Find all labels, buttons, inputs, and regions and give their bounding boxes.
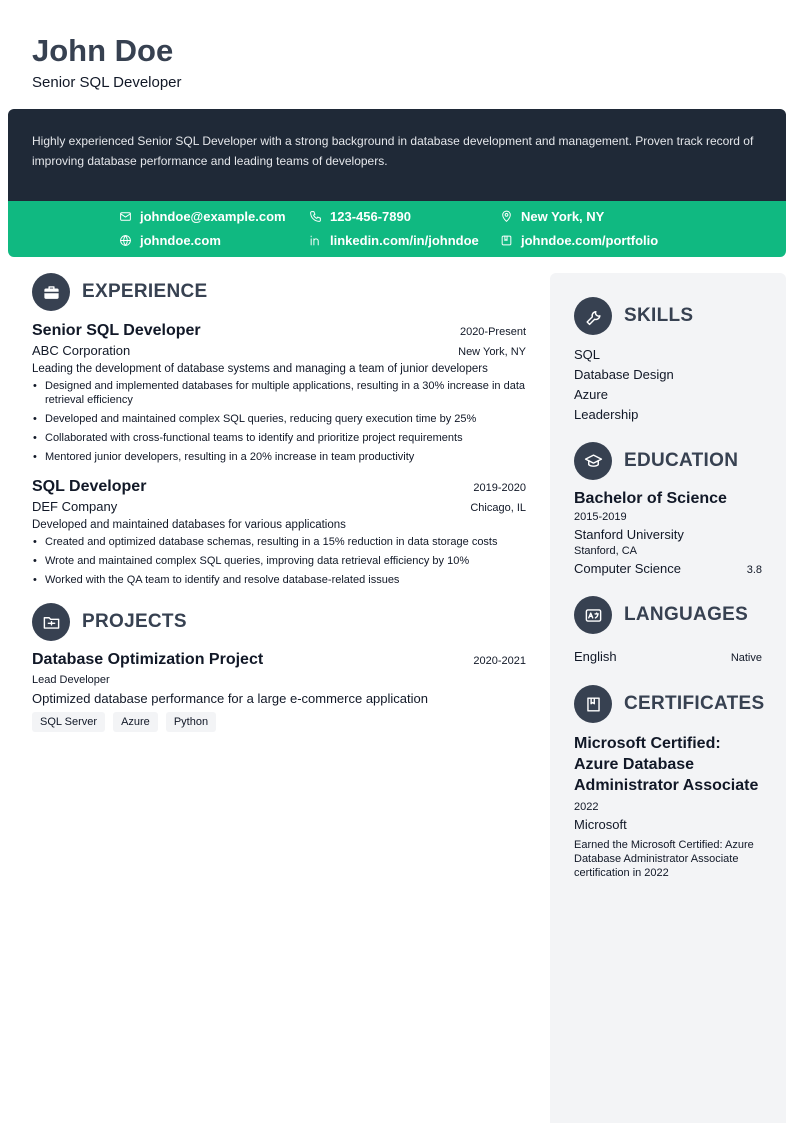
resume-header xyxy=(32,32,182,91)
project-role: Lead Developer xyxy=(32,674,110,686)
project-tags xyxy=(32,712,526,732)
skill-item: Azure xyxy=(574,387,608,402)
project-entry xyxy=(32,651,526,732)
project-tag: SQL Server xyxy=(32,712,105,732)
project-tag: Azure xyxy=(113,712,158,732)
mail-icon xyxy=(119,210,132,223)
contact-website-text: johndoe.com xyxy=(140,233,221,248)
translate-icon xyxy=(574,596,612,634)
job-bullet: • Worked with the QA team to identify and resolve database-related issues xyxy=(32,573,526,587)
language-name: English xyxy=(574,649,617,664)
graduation-cap-icon xyxy=(574,442,612,480)
briefcase-icon xyxy=(32,273,70,311)
job-bullet: • Designed and implemented databases for multiple applications, resulting in a 30% increase in data retrieval efficiency xyxy=(32,379,526,407)
job-title: Senior SQL Developer xyxy=(32,322,201,339)
education-location: Stanford, CA xyxy=(574,545,637,557)
contact-phone[interactable] xyxy=(309,209,411,224)
certificate-issuer: Microsoft xyxy=(574,817,627,832)
job-bullet: • Mentored junior developers, resulting in a 20% increase in team productivity xyxy=(32,450,526,464)
language-level: Native xyxy=(730,652,762,664)
education-school: Stanford University xyxy=(574,527,684,542)
globe-icon xyxy=(119,234,132,247)
contact-phone-text: 123-456-7890 xyxy=(330,209,411,224)
job-bullets xyxy=(32,535,526,587)
education-gpa: 3.8 xyxy=(746,564,762,576)
project-title: Database Optimization Project xyxy=(32,651,264,668)
experience-header xyxy=(32,273,526,311)
contact-location xyxy=(500,209,604,224)
education-dates: 2015-2019 xyxy=(574,511,627,523)
contact-portfolio-text: johndoe.com/portfolio xyxy=(521,233,659,248)
job-date: 2019-2020 xyxy=(473,482,526,494)
job-description: Developed and maintained databases for various applications xyxy=(32,519,346,531)
project-tag: Python xyxy=(166,712,216,732)
portfolio-icon xyxy=(500,234,513,247)
project-description: Optimized database performance for a large e-commerce application xyxy=(32,691,428,706)
contact-linkedin-text: linkedin.com/in/johndoe xyxy=(330,233,479,248)
job-title: SQL Developer xyxy=(32,478,147,495)
job-bullet: • Wrote and maintained complex SQL queries, improving data retrieval efficiency by 10% xyxy=(32,554,526,568)
job-bullet: • Collaborated with cross-functional teams to identify and prioritize project requirements xyxy=(32,431,526,445)
skill-item: Database Design xyxy=(574,367,674,382)
phone-icon xyxy=(309,210,322,223)
job-description: Leading the development of database systems and managing a team of junior developers xyxy=(32,363,488,375)
education-heading: EDUCATION xyxy=(624,450,739,471)
contact-email[interactable] xyxy=(119,209,286,224)
skills-heading: SKILLS xyxy=(624,305,694,326)
contact-linkedin[interactable] xyxy=(309,233,479,248)
job-location: Chicago, IL xyxy=(470,502,526,514)
wrench-icon xyxy=(574,297,612,335)
job-entry xyxy=(32,478,526,587)
job-date: 2020-Present xyxy=(459,326,526,338)
project-date: 2020-2021 xyxy=(473,655,526,667)
candidate-name: John Doe xyxy=(32,33,174,68)
certificate-description: Earned the Microsoft Certified: Azure Database Administrator Associate certification in 2022 xyxy=(574,839,754,879)
certificate-title: Microsoft Certified: Azure Database Administrator Associate xyxy=(574,735,759,794)
job-company: ABC Corporation xyxy=(32,343,131,358)
job-bullet: • Developed and maintained complex SQL queries, reducing query execution time by 25% xyxy=(32,412,526,426)
linkedin-icon xyxy=(309,234,322,247)
skill-item: SQL xyxy=(574,347,601,362)
folder-icon xyxy=(32,603,70,641)
contact-location-text: New York, NY xyxy=(521,209,605,224)
projects-heading: PROJECTS xyxy=(82,611,187,632)
education-field: Computer Science xyxy=(574,561,681,576)
sidebar xyxy=(550,273,786,1123)
job-company: DEF Company xyxy=(32,499,118,514)
contact-portfolio[interactable] xyxy=(500,233,658,248)
certificates-heading: CERTIFICATES xyxy=(624,693,765,714)
certificate-year: 2022 xyxy=(574,801,599,813)
candidate-title: Senior SQL Developer xyxy=(32,74,182,91)
job-location: New York, NY xyxy=(458,346,526,358)
projects-header xyxy=(32,603,526,641)
languages-heading: LANGUAGES xyxy=(624,604,749,625)
summary-text: Highly experienced Senior SQL Developer with a strong background in database development and management. Proven track record of improving database performance and leading teams of developers. xyxy=(8,109,786,201)
job-bullet: • Created and optimized database schemas, resulting in a 15% reduction in data storage costs xyxy=(32,535,526,549)
job-entry xyxy=(32,322,526,464)
job-bullets xyxy=(32,379,526,464)
languages-header xyxy=(574,596,762,634)
book-icon xyxy=(574,685,612,723)
experience-heading: EXPERIENCE xyxy=(82,281,208,302)
skills-header xyxy=(574,297,762,335)
contact-website[interactable] xyxy=(119,233,221,248)
education-degree: Bachelor of Science xyxy=(574,490,727,507)
map-pin-icon xyxy=(500,210,513,223)
certificates-header xyxy=(574,685,765,723)
language-item xyxy=(574,649,762,664)
contact-email-text: johndoe@example.com xyxy=(140,209,286,224)
contact-bar xyxy=(8,201,786,257)
skill-item: Leadership xyxy=(574,407,639,422)
education-header xyxy=(574,442,762,480)
main-column xyxy=(32,273,526,732)
skills-list xyxy=(574,345,762,425)
